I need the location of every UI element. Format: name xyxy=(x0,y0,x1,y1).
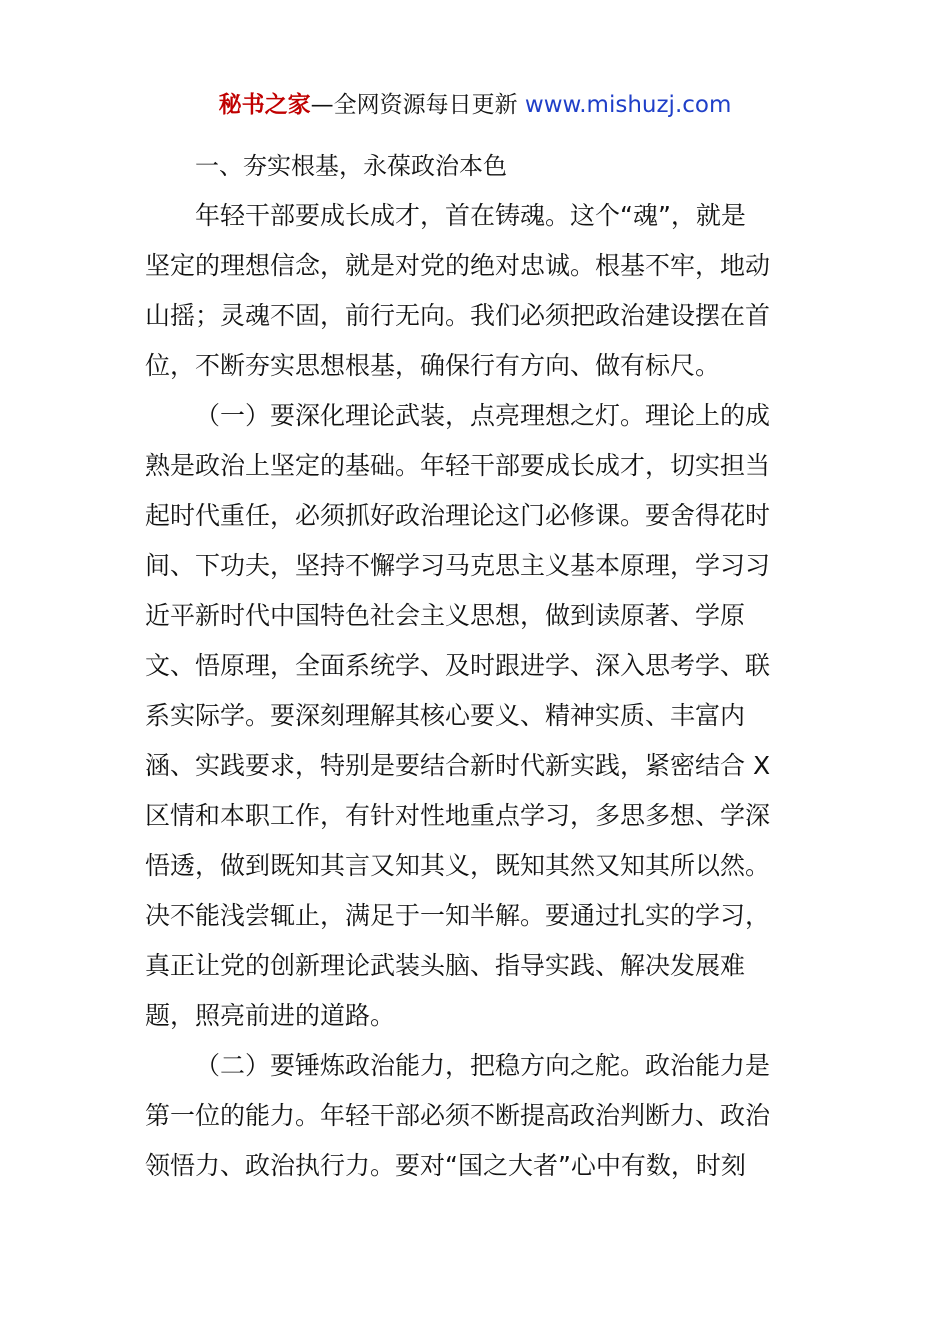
brand-name: 秘书之家 xyxy=(218,92,311,118)
site-url[interactable]: www.mishuzj.com xyxy=(524,92,732,118)
text-line: 区情和本职工作，有针对性地重点学习，多思多想、学深 xyxy=(145,801,771,830)
text-line: （二）要锤炼政治能力，把稳方向之舵。政治能力是 xyxy=(195,1051,771,1080)
text-line: 间、下功夫，坚持不懈学习马克思主义基本原理，学习习 xyxy=(145,551,771,580)
text-line: 文、悟原理，全面系统学、及时跟进学、深入思考学、联 xyxy=(145,651,771,680)
text-line: 真正让党的创新理论武装头脑、指导实践、解决发展难 xyxy=(145,951,746,980)
text-line: 系实际学。要深刻理解其核心要义、精神实质、丰富内 xyxy=(145,701,746,730)
text-line: 年轻干部要成长成才，首在铸魂。这个“魂”，就是 xyxy=(195,201,746,230)
text-line: 坚定的理想信念，就是对党的绝对忠诚。根基不牢，地动 xyxy=(145,251,771,280)
text-line: 山摇；灵魂不固，前行无向。我们必须把政治建设摆在首 xyxy=(145,301,771,330)
section-heading: 一、夯实根基，永葆政治本色 xyxy=(195,152,507,180)
text-line: （一）要深化理论武装，点亮理想之灯。理论上的成 xyxy=(195,401,771,430)
page-header xyxy=(0,88,950,122)
text-line: 涵、实践要求，特别是要结合新时代新实践，紧密结合 X xyxy=(145,751,771,780)
header-tagline: —全网资源每日更新 xyxy=(310,92,525,118)
text-line: 起时代重任，必须抓好政治理论这门必修课。要舍得花时 xyxy=(145,501,771,530)
text-line: 悟透，做到既知其言又知其义，既知其然又知其所以然。 xyxy=(145,851,771,880)
text-line: 第一位的能力。年轻干部必须不断提高政治判断力、政治 xyxy=(145,1101,771,1130)
text-line: 题，照亮前进的道路。 xyxy=(145,1001,396,1030)
text-line: 近平新时代中国特色社会主义思想，做到读原著、学原 xyxy=(145,601,746,630)
text-line: 领悟力、政治执行力。要对“国之大者”心中有数，时刻 xyxy=(145,1151,746,1180)
document-body xyxy=(145,141,807,1191)
text-line: 决不能浅尝辄止，满足于一知半解。要通过扎实的学习， xyxy=(145,901,771,930)
text-line: 位，不断夯实思想根基，确保行有方向、做有标尺。 xyxy=(145,351,721,380)
text-line: 熟是政治上坚定的基础。年轻干部要成长成才，切实担当 xyxy=(145,451,771,480)
